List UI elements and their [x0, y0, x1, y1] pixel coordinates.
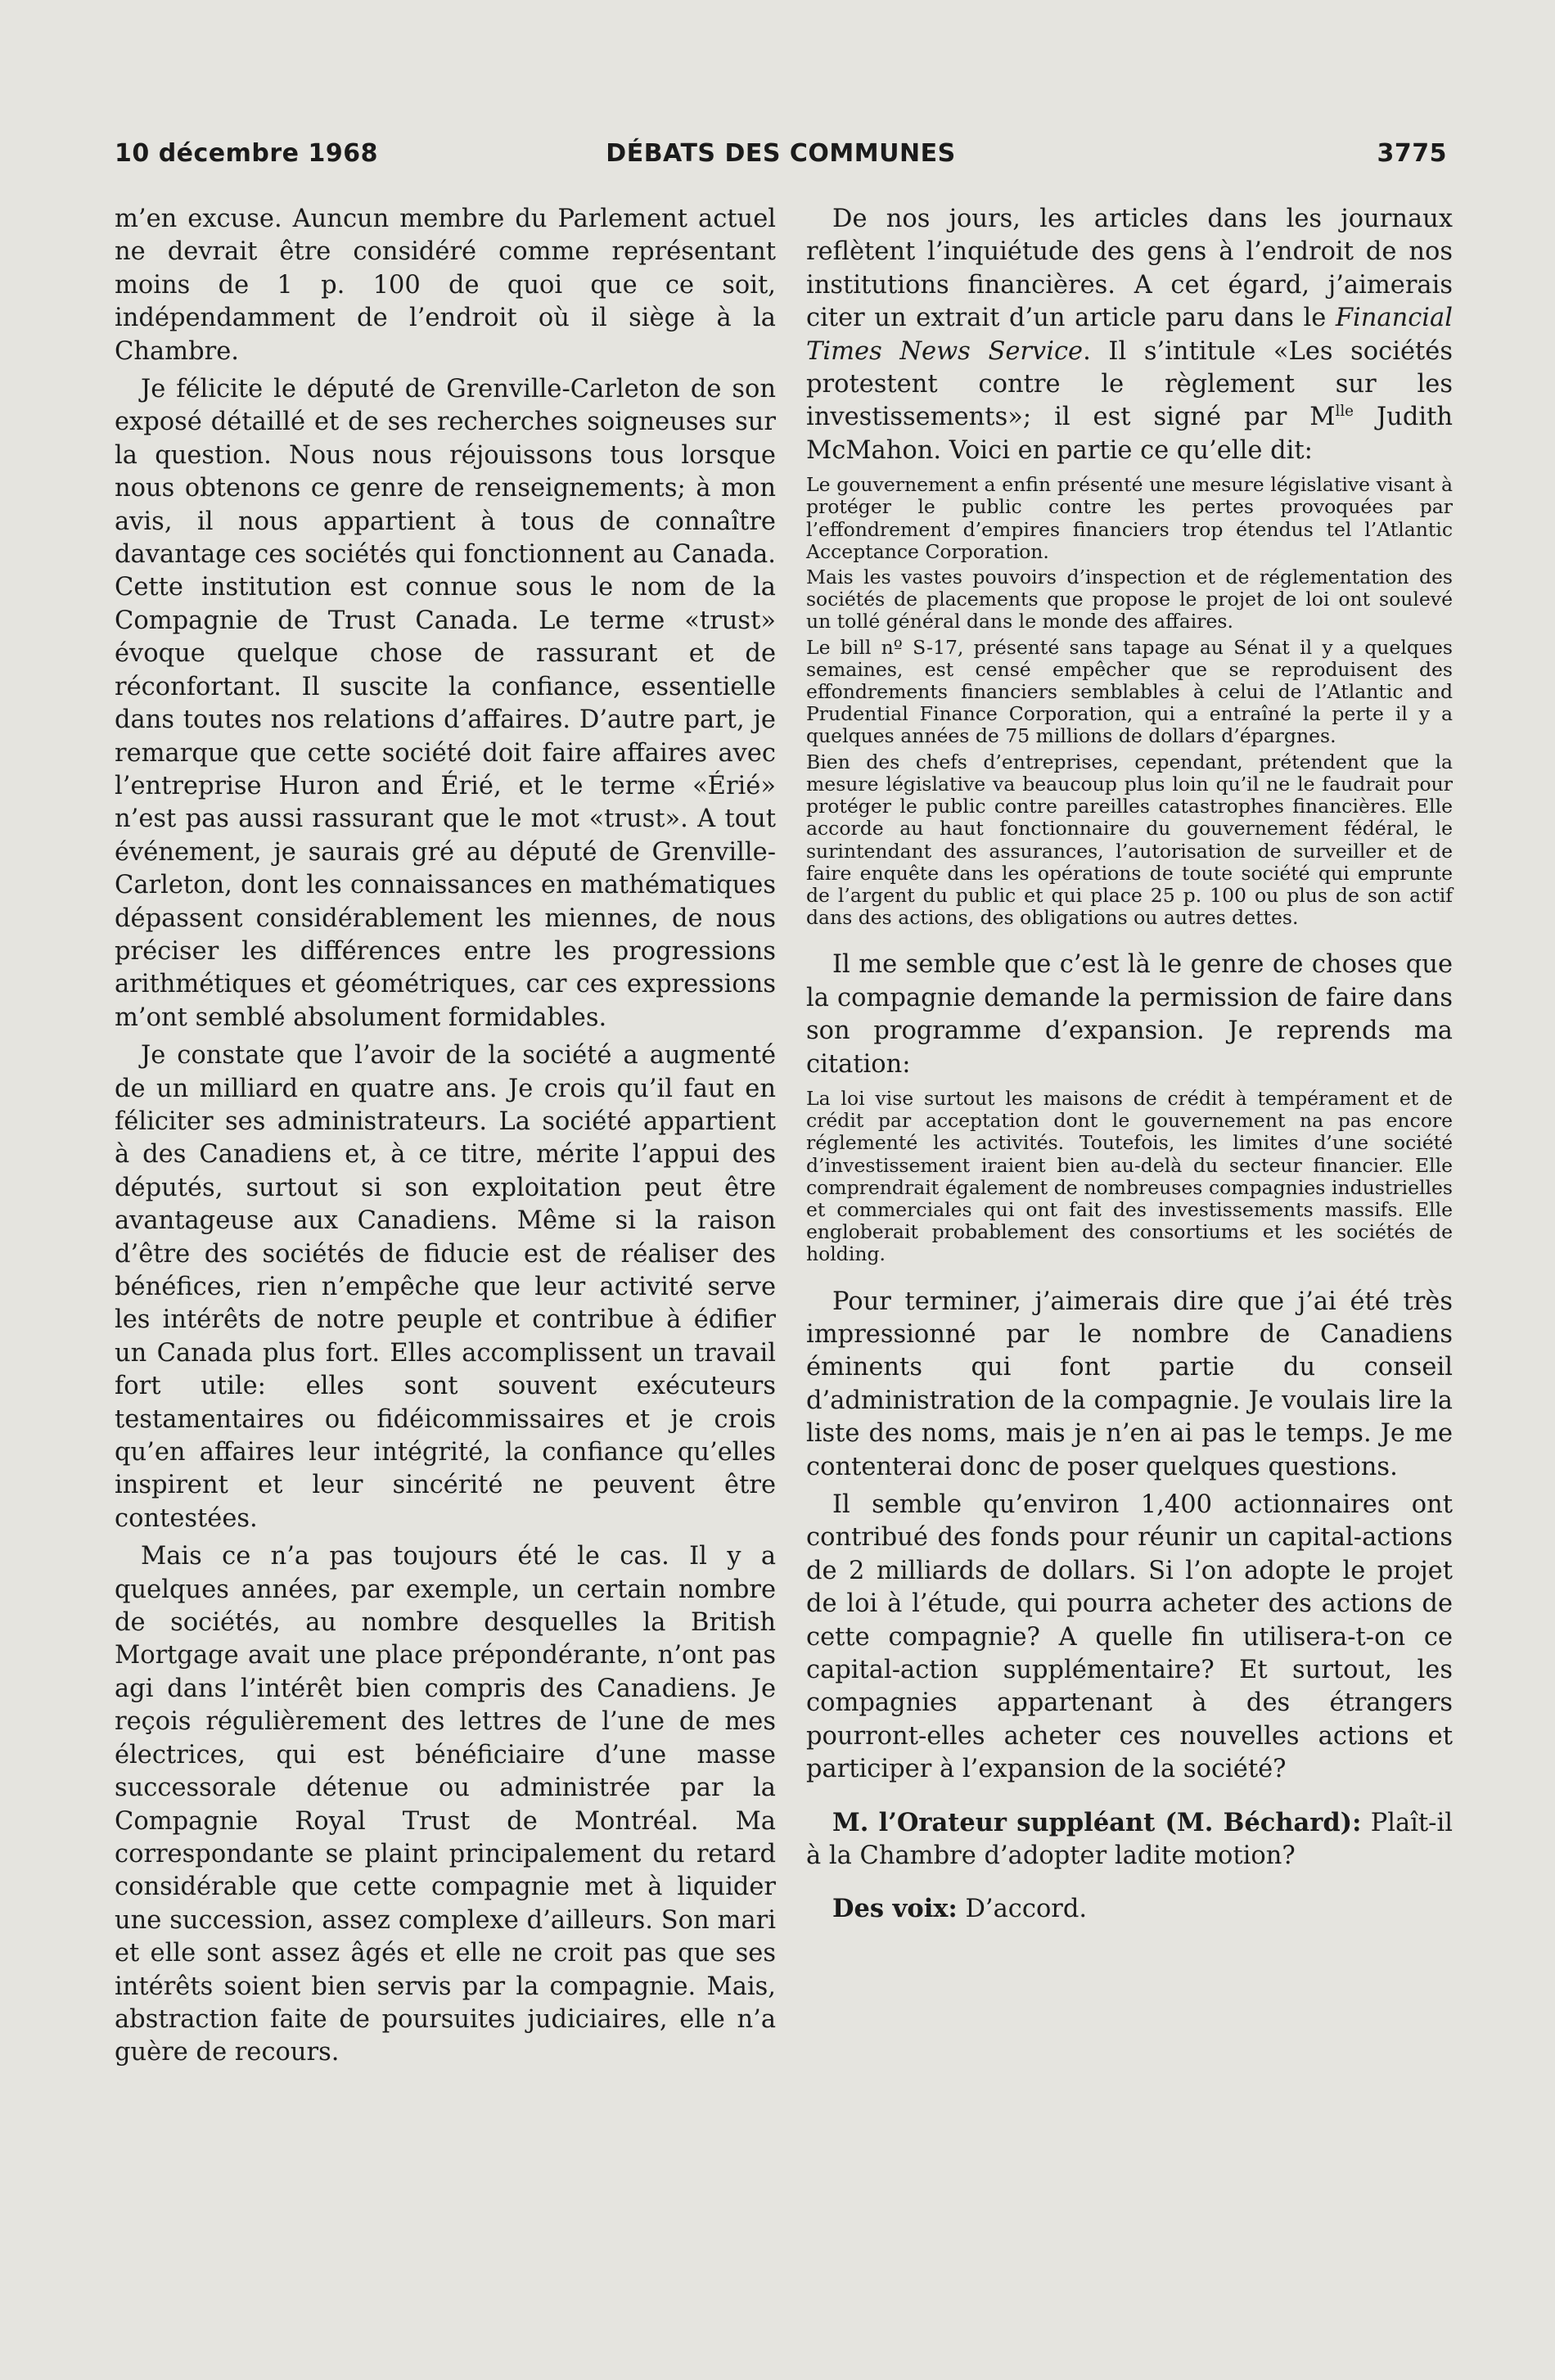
right-paragraph-1-part-b: . Il s’intitule «Les sociétés protestent contre le règlement sur les investissements»; il est signé par M — [806, 336, 1453, 432]
speaker-name: M. l’Orateur suppléant (M. Béchard): — [832, 1807, 1362, 1837]
header-page-number: 3775 — [1377, 139, 1447, 168]
left-paragraph-4: Mais ce n’a pas toujours été le cas. Il y a quelques années, par exemple, un certain nombre de sociétés, au nombre desquelles la British Mortgage avait une place prépondérante, n’ont pas agi dans l’intérêt bien compris des Canadiens. Je reçois régulièrement des lettres de l’une de mes électrices, qui est bénéficiaire d’une masse successorale détenue ou administrée par la Compagnie Royal Trust de Montréal. Ma correspondante se plaint principalement du retard considérable que cette compagnie met à liquider une succession, assez complexe d’ailleurs. Son mari et elle sont assez âgés et elle ne croit pas que ses intérêts soient bien servis par la compagnie. Mais, abstraction faite de poursuites judiciaires, elle n’a guère de recours. — [115, 1542, 776, 2067]
right-paragraph-1 — [806, 203, 1453, 467]
left-paragraph-2: Je félicite le député de Grenville-Carleton de son exposé détaillé et de ses recherches soigneuses sur la question. Nous nous réjouissons tous lorsque nous obtenons ce genre de renseignements; à mon avis, il nous appartient à tous de connaître davantage ces sociétés qui fonctionnent au Canada. Cette institution est connue sous le nom de la Compagnie de Trust Canada. Le terme «trust» évoque quelque chose de rassurant et de réconfortant. Il suscite la confiance, essentielle dans toutes nos relations d’affaires. D’autre part, je remarque que cette société doit faire affaires avec l’entreprise Huron and Érié, et le terme «Érié» n’est pas aussi rassurant que le mot «trust». A tout événement, je saurais gré au député de Grenville-Carleton, dont les connaissances en mathématiques dépassent considérablement les miennes, de nous préciser les différences entre les progressions arithmétiques et géométriques, car ces expressions m’ont semblé absolument formidables. — [115, 375, 776, 1032]
quote-2-paragraph: La loi vise surtout les maisons de crédit à tempérament et de crédit par acceptation dont le gouvernement na pas encore réglementé les activités. Toutefois, les limites d’une société d’investissement iraient bien au-delà du secteur financier. Elle comprendrait également de nombreuses compagnies industrielles et commerciales qui ont fait des investissements massifs. Elle engloberait probablement des consortiums et les sociétés de holding. — [806, 1086, 1453, 1266]
right-paragraph-2: Il me semble que c’est là le genre de choses que la compagnie demande la permission de faire dans son programme d’expansion. Je reprends ma citation: — [806, 950, 1453, 1079]
speaker-name: Des voix: — [832, 1894, 958, 1924]
speaker-text: Plaît-il à la Chambre d’adopter ladite motion? — [806, 1808, 1453, 1871]
speaker-paragraph-1 — [806, 1806, 1453, 1873]
speaker-text: D’accord. — [957, 1895, 1088, 1924]
quote-1-paragraph: Le bill nº S-17, présenté sans tapage au Sénat il y a quelques semaines, est censé empêcher que se reproduisent des effondrements financiers semblables à celui de l’Atlantic and Prudential Finance Corporation, qui a entraîné la perte il y a quelques années de 75 millions de dollars d’épargnes. — [806, 635, 1453, 748]
publication-title: Financial Times News Service — [806, 304, 1453, 366]
quote-1-paragraph: Le gouvernement a enfin présenté une mesure législative visant à protéger le public contre les pertes provoquées par l’effondrement d’empires financiers trop étendus tel l’Atlantic Acceptance Corporation. — [806, 473, 1453, 563]
running-head — [115, 139, 1447, 175]
right-paragraph-3: Pour terminer, j’aimerais dire que j’ai été très impressionné par le nombre de Canadiens éminents qui font partie du conseil d’administration de la compagnie. Je voulais lire la liste des noms, mais je n’en ai pas le temps. Je me contenterai donc de poser quelques questions. — [806, 1287, 1453, 1481]
header-date: 10 décembre 1968 — [115, 139, 378, 168]
quote-1-paragraph: Bien des chefs d’entreprises, cependant, prétendent que la mesure législative va beaucoup plus loin qu’il ne le faudrait pour protéger le public contre pareilles catastrophes financières. Elle accorde au haut fonctionnaire du gouvernement fédéral, le surintendant des assurances, l’autorisation de surveiller et de faire enquête dans les opérations de toute société qui emprunte de l’argent du public et qui place 25 p. 100 ou plus de son actif dans des actions, des obligations ou autres dettes. — [806, 750, 1453, 930]
left-column — [115, 203, 776, 2070]
right-paragraph-1-part-c: Judith McMahon. Voici en partie ce qu’elle dit: — [806, 403, 1453, 465]
left-paragraph-3: Je constate que l’avoir de la société a augmenté de un milliard en quatre ans. Je crois qu’il faut en féliciter ses administrateurs. La société appartient à des Canadiens et, à ce titre, mérite l’appui des députés, surtout si son exploitation peut être avantageuse aux Canadiens. Même si la raison d’être des sociétés de fiducie est de réaliser des bénéfices, rien n’empêche que leur activité serve les intérêts de notre peuple et contribue à édifier un Canada plus fort. Elles accomplissent un travail fort utile: elles sont souvent exécuteurs testamentaires ou fidéicommissaires et je crois qu’en affaires leur intégrité, la confiance qu’elles inspirent et leur sincérité ne peuvent être contestées. — [115, 1041, 776, 1533]
left-paragraph-1: m’en excuse. Auncun membre du Parlement actuel ne devrait être considéré comme représentant moins de 1 p. 100 de quoi que ce soit, indépendamment de l’endroit où il siège à la Chambre. — [115, 205, 776, 366]
right-paragraph-4: Il semble qu’environ 1,400 actionnaires ont contribué des fonds pour réunir un capital-actions de 2 milliards de dollars. Si l’on adopte le projet de loi à l’étude, qui pourra acheter des actions de cette compagnie? A quelle fin utilisera-t-on ce capital-action supplémentaire? Et surtout, les compagnies appartenant à des étrangers pourront-elles acheter ces nouvelles actions et participer à l’expansion de la société? — [806, 1490, 1453, 1784]
superscript-lle: lle — [1335, 403, 1354, 421]
right-column — [806, 203, 1453, 1927]
block-quote-2 — [806, 1088, 1453, 1266]
quote-1-paragraph: Mais les vastes pouvoirs d’inspection et de réglementation des sociétés de placements que propose le projet de loi ont soulevé un tollé général dans le monde des affaires. — [806, 566, 1453, 633]
block-quote-1 — [806, 474, 1453, 929]
header-journal-title: DÉBATS DES COMMUNES — [606, 139, 956, 168]
speaker-paragraph-2 — [806, 1892, 1453, 1926]
right-paragraph-1-part-a: De nos jours, les articles dans les journaux reflètent l’inquiétude des gens à l’endroit de nos institutions financières. A cet égard, j’aimerais citer un extrait d’un article paru dans le — [806, 205, 1453, 333]
